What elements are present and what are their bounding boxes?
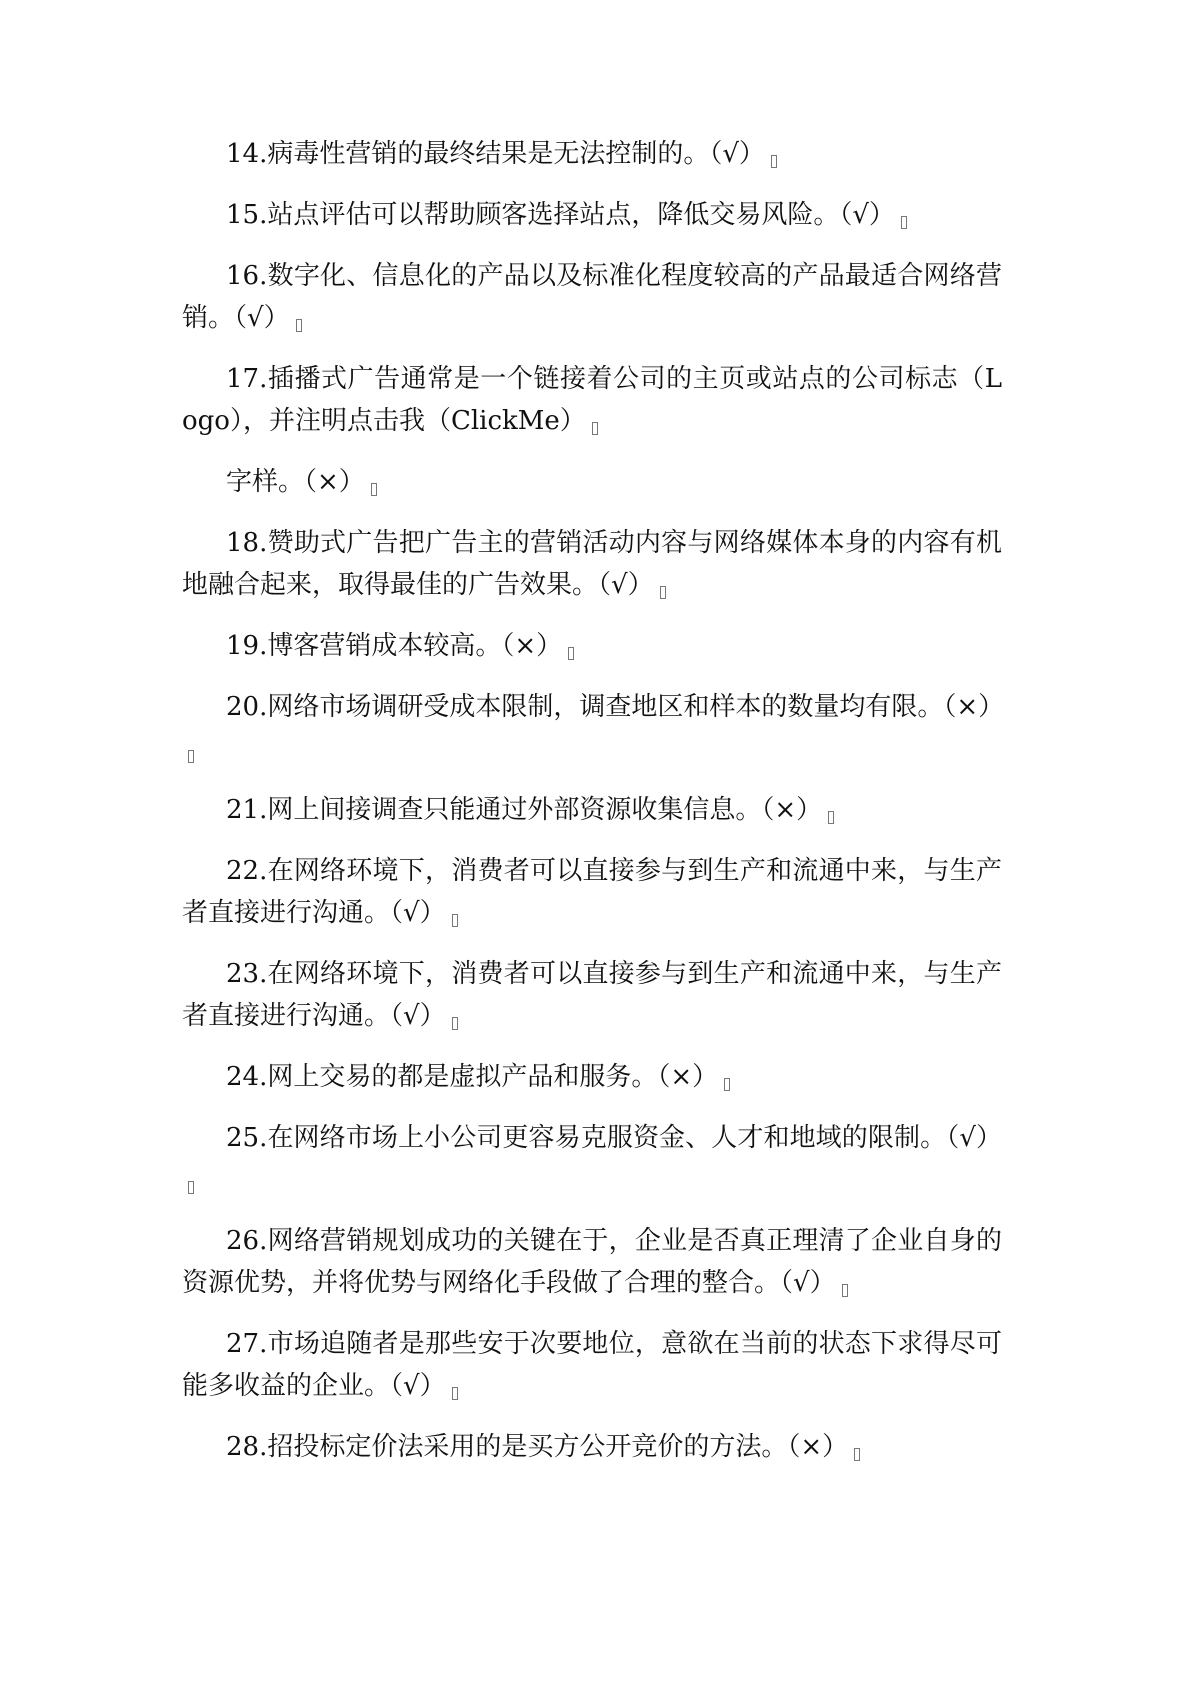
paragraph-16: 16.数字化、信息化的产品以及标准化程度较高的产品最适合网络营销。（√） bbox=[182, 261, 1002, 333]
paragraph-mark-icon bbox=[842, 1284, 848, 1297]
paragraph-mark-icon bbox=[452, 914, 458, 927]
paragraph-mark-icon bbox=[724, 1078, 730, 1091]
paragraph-mark-icon bbox=[452, 1017, 458, 1030]
paragraph-mark-icon bbox=[660, 586, 666, 599]
paragraph-mark-icon bbox=[452, 1387, 458, 1400]
paragraph-14: 14.病毒性营销的最终结果是无法控制的。（√） bbox=[182, 133, 1002, 175]
document-body bbox=[182, 133, 1005, 1487]
paragraph-mark-icon bbox=[188, 1181, 194, 1194]
paragraph-mark-icon bbox=[371, 483, 377, 496]
paragraph-27: 27.市场追随者是那些安于次要地位，意欲在当前的状态下求得尽可能多收益的企业。（√） bbox=[182, 1329, 1002, 1401]
paragraph-24: 24.网上交易的都是虚拟产品和服务。（×） bbox=[182, 1056, 1002, 1098]
paragraph-mark-icon bbox=[771, 155, 777, 168]
paragraph-17: 17.插播式广告通常是一个链接着公司的主页或站点的公司标志（Logo），并注明点击我（ClickMe） bbox=[182, 364, 1002, 436]
paragraph-mark-icon bbox=[854, 1448, 860, 1461]
paragraph-28: 28.招投标定价法采用的是买方公开竞价的方法。（×） bbox=[182, 1426, 1002, 1468]
paragraph-22: 22.在网络环境下，消费者可以直接参与到生产和流通中来，与生产者直接进行沟通。（√） bbox=[182, 856, 1002, 928]
paragraph-23: 23.在网络环境下，消费者可以直接参与到生产和流通中来，与生产者直接进行沟通。（√） bbox=[182, 959, 1002, 1031]
paragraph-15: 15.站点评估可以帮助顾客选择站点，降低交易风险。（√） bbox=[182, 194, 1002, 236]
paragraph-19: 19.博客营销成本较高。（×） bbox=[182, 625, 1002, 667]
paragraph-mark-icon bbox=[296, 319, 302, 332]
paragraph-20: 20.网络市场调研受成本限制，调查地区和样本的数量均有限。（×） bbox=[182, 686, 1002, 770]
paragraph-25: 25.在网络市场上小公司更容易克服资金、人才和地域的限制。（√） bbox=[182, 1117, 1002, 1201]
paragraph-mark-icon bbox=[592, 422, 598, 435]
paragraph-mark-icon bbox=[568, 647, 574, 660]
paragraph-mark-icon bbox=[901, 216, 907, 229]
paragraph-17-continued: 字样。（×） bbox=[182, 461, 1002, 503]
paragraph-mark-icon bbox=[188, 750, 194, 763]
paragraph-21: 21.网上间接调查只能通过外部资源收集信息。（×） bbox=[182, 789, 1002, 831]
paragraph-18: 18.赞助式广告把广告主的营销活动内容与网络媒体本身的内容有机地融合起来，取得最佳的广告效果。（√） bbox=[182, 528, 1002, 600]
paragraph-26: 26.网络营销规划成功的关键在于，企业是否真正理清了企业自身的资源优势，并将优势与网络化手段做了合理的整合。（√） bbox=[182, 1226, 1002, 1298]
paragraph-mark-icon bbox=[828, 811, 834, 824]
